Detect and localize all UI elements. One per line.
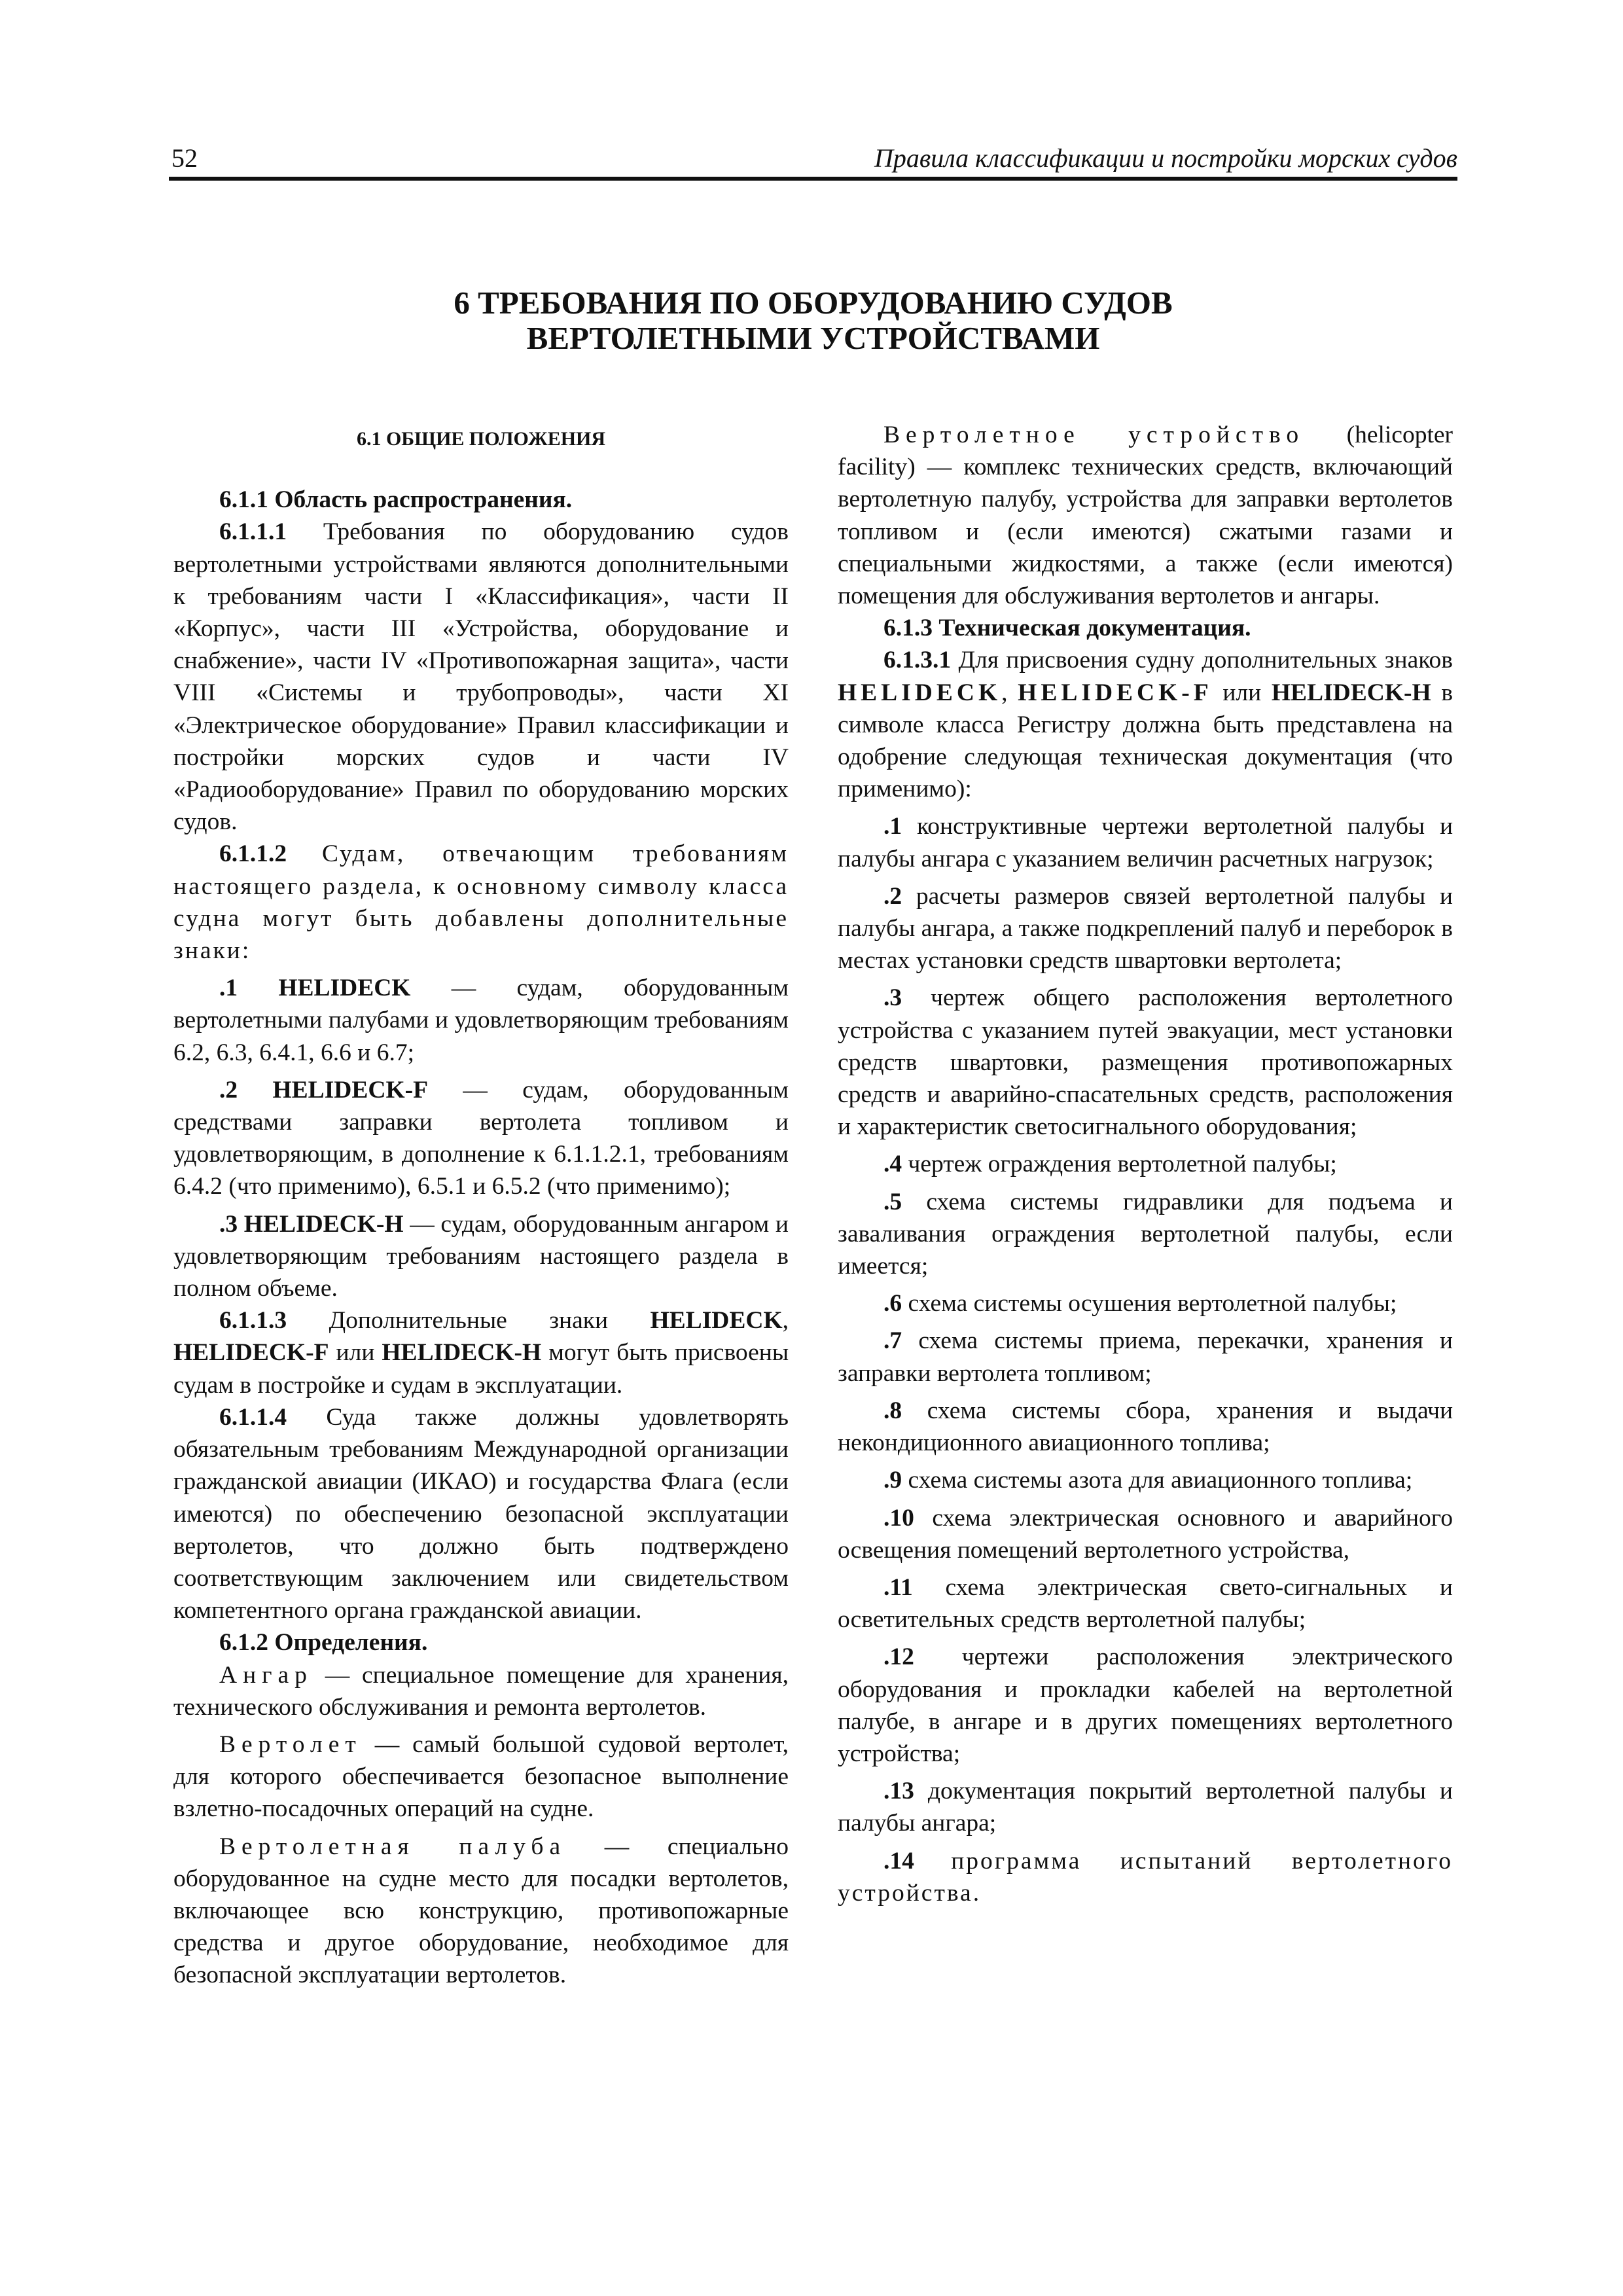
item-number: .7 [883,1327,902,1355]
list-item [838,1325,1453,1389]
mark-name: HELIDECK-F [1018,679,1213,706]
item-text: чертеж общего расположения вертолетного устройства с указанием путей эвакуации, мест установки средств швартовки, размещения противопожарных средств и аварийно-спасательных средств, расположения и характеристик светосигнального оборудования; [838,984,1453,1141]
item-number: .13 [883,1778,914,1805]
item-text: чертежи расположения электрического оборудования и прокладки кабелей на вертолетной палубе, в ангаре и в других помещениях вертолетного устройства; [838,1643,1453,1767]
item-text: чертеж ограждения вертолетной палубы; [908,1151,1337,1178]
conjunction: или [336,1339,375,1367]
definition-term: Ангар [219,1661,313,1689]
definition-text: — специально оборудованное на судне место для посадки вертолетов, включающее всю конструкцию, противопожарные средства и другое оборудование, необходимое для безопасной эксплуатации вертолетов. [173,1833,789,1989]
comma: , [1001,679,1008,706]
item-text: схема системы азота для авиационного топлива; [908,1467,1413,1494]
list-item [838,1186,1453,1283]
paragraph-6112 [173,838,789,967]
definition-term: Вертолетная палуба [219,1833,567,1860]
running-title: Правила классификации и постройки морских судов [874,143,1457,173]
definition-helicopter [173,1729,789,1825]
definition-helicopter-facility [838,419,1453,612]
item-text: конструктивные чертежи вертолетной палубы и палубы ангара с указанием величин расчетных нагрузок; [838,813,1454,872]
item-number: .14 [883,1847,914,1874]
mark-label: .3 HELIDECK-H [219,1210,404,1238]
section-heading: 6.1 ОБЩИЕ ПОЛОЖЕНИЯ [356,428,606,450]
list-item [838,1845,1453,1909]
mark-text: — судам, оборудованным средствами заправки вертолета топливом и удовлетворяющим, в дополнение к 6.1.1.2.1, требованиям 6.4.2 (что применимо), 6.5.1 и 6.5.2 (что применимо); [173,1076,789,1200]
item-text: схема системы осушения вертолетной палубы; [908,1290,1397,1318]
clause-number: 6.1.1.2 [219,840,287,868]
clause-number: 6.1.1.3 [219,1307,287,1335]
list-item [838,1287,1453,1319]
clause-text: Суда также должны удовлетворять обязательным требованиям Международной организации гражданской авиации (ИКАО) и государства Флага (если имеются) по обеспечению безопасной эксплуатации вертолетов, что должно быть подтверждено соответствующим заключением или свидетельством компетентного органа гражданской авиации. [173,1403,789,1624]
item-text: программа испытаний вертолетного устройства. [838,1847,1453,1907]
item-text: схема системы гидравлики для подъема и заваливания ограждения вертолетной палубы, если имеется; [838,1188,1453,1280]
mark-text: — судам, оборудованным ангаром и удовлетворяющим требованиям настоящего раздела в полном объеме. [173,1210,789,1302]
header-rule [169,177,1457,181]
list-item [838,982,1453,1143]
list-item [838,880,1453,977]
definition-text: — самый большой судовой вертолет, для которого обеспечивается безопасное выполнение взлетно-посадочных операций на судне. [173,1731,789,1823]
item-number: .11 [883,1573,913,1601]
subsection-heading-613: 6.1.3 Техническая документация. [883,615,1251,642]
definition-term: Вертолетное устройство [883,422,1305,448]
comma: , [782,1307,789,1335]
item-text: схема системы приема, перекачки, хранения и заправки вертолета топливом; [838,1327,1453,1387]
item-text: расчеты размеров связей вертолетной палубы и палубы ангара, а также подкреплений палуб и переборок в местах установки средств швартовки вертолета; [838,882,1453,975]
mark-text: — судам, оборудованным вертолетными палубами и удовлетворяющим требованиям 6.2, 6.3, 6.4.1, 6.6 и 6.7; [173,975,789,1066]
item-text: схема электрическая основного и аварийного освещения помещений вертолетного устройства, [838,1504,1453,1564]
mark-name: HELIDECK [650,1307,783,1335]
clause-text: Судам, отвечающим требованиям настоящего раздела, к основному символу класса судна могут быть добавлены дополнительные знаки: [173,840,789,965]
mark-name: HELIDECK [838,679,1002,706]
left-column [173,419,789,1992]
item-number: .2 [883,882,902,910]
mark-name: HELIDECK-H [382,1339,542,1367]
clause-number: 6.1.1.4 [219,1403,287,1431]
mark-label: .1 HELIDECK [219,975,411,1002]
item-text: документация покрытий вертолетной палубы и палубы ангара; [838,1778,1453,1837]
clause-number: 6.1.3.1 [883,647,952,674]
list-item [838,1775,1453,1839]
mark-helideck [173,972,789,1069]
clause-text: Требования по оборудованию судов вертолетными устройствами являются дополнительными к требованиям части I «Классификация», части II «Корпус», части III «Устройства, оборудование и снабжение», части IV «Противопожарная защита», части VIII «Системы и трубопроводы», части XI «Электрическое оборудование» Правил классификации и постройки морских судов и части IV «Радиооборудование» Правил по оборудованию морских судов. [173,518,789,836]
clause-text: могут быть присвоены судам в постройке и судам в эксплуатации. [173,1339,789,1399]
list-item [838,1148,1453,1180]
item-text: схема электрическая свето-сигнальных и осветительных средств вертолетной палубы; [838,1573,1453,1634]
item-number: .10 [883,1504,914,1532]
item-number: .3 [883,984,902,1012]
list-item [838,1641,1453,1770]
item-number: .9 [883,1467,902,1494]
list-item [838,1502,1453,1566]
clause-number: 6.1.1.1 [219,518,287,546]
page-number: 52 [171,143,198,173]
mark-name: HELIDECK-H [1271,679,1431,706]
clause-text: Для присвоения судну дополнительных знаков [958,647,1454,674]
list-item [838,1395,1453,1459]
definition-term: Вертолет [219,1731,362,1758]
item-text: схема системы сбора, хранения и выдачи некондиционного авиационного топлива; [838,1397,1454,1457]
chapter-title [169,285,1457,356]
definition-text: — специальное помещение для хранения, технического обслуживания и ремонта вертолетов. [173,1661,789,1721]
item-number: .8 [883,1397,902,1424]
paragraph-6113 [173,1304,789,1401]
definition-text: (helicopter facility) — комплекс технических средств, включающий вертолетную палубу, устройства для заправки вертолетов топливом и (если имеются) сжатыми газами и специальными жидкостями, а также (если имеются) помещения для обслуживания вертолетов и ангары. [838,422,1453,610]
chapter-title-line1: 6 ТРЕБОВАНИЯ ПО ОБОРУДОВАНИЮ СУДОВ [454,285,1173,321]
clause-text: Дополнительные знаки [329,1307,609,1335]
paragraph-6114 [173,1401,789,1626]
item-number: .5 [883,1188,902,1215]
subsection-heading-612: 6.1.2 Определения. [219,1629,428,1657]
mark-helideck-f [173,1074,789,1203]
definition-helideck [173,1831,789,1992]
item-number: .12 [883,1643,914,1671]
list-item [838,1571,1453,1636]
paragraph-6131 [838,644,1453,805]
item-number: .6 [883,1290,902,1318]
documentation-list [838,810,1453,1909]
mark-label: .2 HELIDECK-F [219,1076,429,1103]
subsection-heading-611: 6.1.1 Область распространения. [219,486,573,514]
mark-name: HELIDECK-F [173,1339,329,1367]
item-number: .1 [883,813,902,840]
clause-text: в символе класса Регистру должна быть представлена на одобрение следующая техническая документация (что применимо): [838,679,1454,803]
mark-helideck-h [173,1208,789,1305]
conjunction: или [1222,679,1262,706]
chapter-title-line2: ВЕРТОЛЕТНЫМИ УСТРОЙСТВАМИ [526,320,1100,356]
item-number: .4 [883,1151,902,1178]
list-item [838,1464,1453,1496]
list-item [838,810,1453,874]
definition-hangar [173,1659,789,1723]
paragraph-6111 [173,516,789,838]
right-column [838,419,1453,1909]
